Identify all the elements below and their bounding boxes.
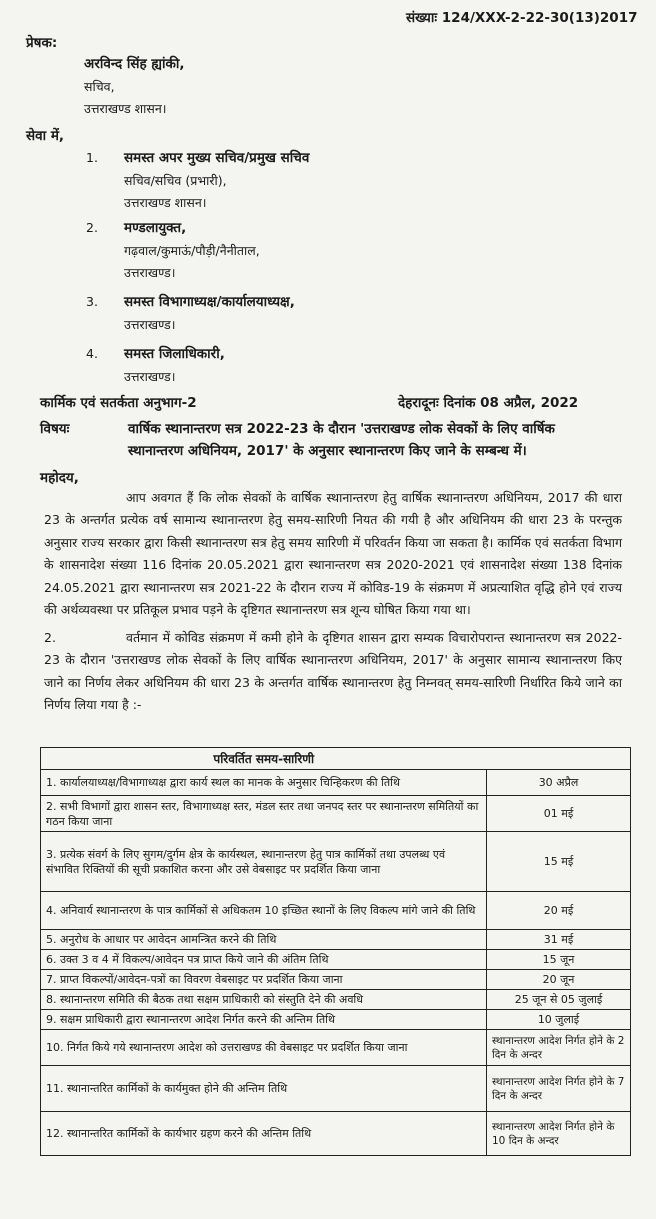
recipient-line: गढ़वाल/कुमाऊं/पौड़ी/नैनीताल, bbox=[124, 243, 260, 258]
schedule-task: 7. प्राप्त विकल्पों/आवेदन-पत्रों का विवरण वेबसाइट पर प्रदर्शित किया जाना bbox=[41, 970, 487, 990]
schedule-date: 15 मई bbox=[487, 832, 631, 892]
schedule-task: 4. अनिवार्य स्थानान्तरण के पात्र कार्मिकों से अधिकतम 10 इच्छित स्थानों के लिए विकल्प मांगे जाने की तिथि bbox=[41, 892, 487, 930]
table-row bbox=[41, 1030, 631, 1066]
letter-number: संख्याः 124/XXX-2-22-30(13)2017 bbox=[406, 10, 638, 26]
sender-name: अरविन्द सिंह ह्यांकी, bbox=[84, 56, 185, 72]
schedule-table bbox=[40, 747, 631, 1156]
schedule-date: स्थानान्तरण आदेश निर्गत होने के 7 दिन के अन्दर bbox=[487, 1066, 631, 1112]
schedule-task: 10. निर्गत किये गये स्थानान्तरण आदेश को उत्तराखण्ड की वेबसाइट पर प्रदर्शित किया जाना bbox=[41, 1030, 487, 1066]
schedule-date: स्थानान्तरण आदेश निर्गत होने के 2 दिन के अन्दर bbox=[487, 1030, 631, 1066]
recipient-line: समस्त विभागाध्यक्ष/कार्यालयाध्यक्ष, bbox=[124, 294, 295, 310]
schedule-date: 10 जुलाई bbox=[487, 1010, 631, 1030]
table-row bbox=[41, 1010, 631, 1030]
schedule-task: 11. स्थानान्तरित कार्मिकों के कार्यमुक्त होने की अन्तिम तिथि bbox=[41, 1066, 487, 1112]
recipient-line: समस्त जिलाधिकारी, bbox=[124, 346, 225, 362]
schedule-task: 3. प्रत्येक संवर्ग के लिए सुगम/दुर्गम क्षेत्र के कार्यस्थल, स्थानान्तरण हेतु पात्र कार्मिकों तथा उपलब्ध एवं संभावित रिक्तियों की सूची प्रकाशित करना और उसे वेबसाइट पर प्रदर्शित किया जाना bbox=[41, 832, 487, 892]
paragraph-2-text: वर्तमान में कोविड संक्रमण में कमी होने के दृष्टिगत शासन द्वारा सम्यक विचारोपरान्त स्थानान्तरण सत्र 2022-23 के दौरान 'उत्तराखण्ड लोक सेवकों के लिए वार्षिक स्थानान्तरण अधिनियम, 2017' के अनुसार सामान्य स्थानान्तरण किए जाने का निर्णय लेकर अधिनियम की धारा 23 के अन्तर्गत वार्षिक स्थानान्तरण हेतु निम्नवत् समय-सारिणी निर्धारित किये जाने का निर्णय लिया गया है :- bbox=[44, 630, 622, 713]
recipient-number: 4. bbox=[86, 346, 98, 361]
schedule-task: 5. अनुरोध के आधार पर आवेदन आमन्त्रित करने की तिथि bbox=[41, 930, 487, 950]
table-row bbox=[41, 832, 631, 892]
table-row bbox=[41, 796, 631, 832]
to-label: सेवा में, bbox=[26, 128, 65, 144]
sender-office: उत्तराखण्ड शासन। bbox=[84, 101, 167, 116]
paragraph-2 bbox=[44, 627, 622, 717]
table-row bbox=[41, 950, 631, 970]
schedule-task: 2. सभी विभागों द्वारा शासन स्तर, विभागाध्यक्ष स्तर, मंडल स्तर तथा जनपद स्तर पर स्थानान्तरण समितियों का गठन किया जाना bbox=[41, 796, 487, 832]
recipient-line: उत्तराखण्ड। bbox=[124, 265, 176, 280]
recipient-line: सचिव/सचिव (प्रभारी), bbox=[124, 173, 227, 188]
table-row bbox=[41, 1066, 631, 1112]
paragraph-1 bbox=[44, 487, 622, 621]
table-row bbox=[41, 770, 631, 796]
recipient-line: मण्डलायुक्त, bbox=[124, 220, 187, 236]
from-label: प्रेषक: bbox=[26, 35, 58, 51]
recipient-line: समस्त अपर मुख्य सचिव/प्रमुख सचिव bbox=[124, 150, 310, 166]
schedule-date: 15 जून bbox=[487, 950, 631, 970]
section-name: कार्मिक एवं सतर्कता अनुभाग-2 bbox=[40, 395, 197, 411]
schedule-task: 9. सक्षम प्राधिकारी द्वारा स्थानान्तरण आदेश निर्गत करने की अन्तिम तिथि bbox=[41, 1010, 487, 1030]
schedule-task: 8. स्थानान्तरण समिति की बैठक तथा सक्षम प्राधिकारी को संस्तुति देने की अवधि bbox=[41, 990, 487, 1010]
subject-line: स्थानान्तरण अधिनियम, 2017' के अनुसार स्थानान्तरण किए जाने के सम्बन्ध में। bbox=[128, 443, 527, 459]
recipient-line: उत्तराखण्ड। bbox=[124, 369, 176, 384]
schedule-task: 6. उक्त 3 व 4 में विकल्प/आवेदन पत्र प्राप्त किये जाने की अंतिम तिथि bbox=[41, 950, 487, 970]
subject-label: विषयः bbox=[40, 421, 70, 437]
paragraph-2-number: 2. bbox=[44, 630, 56, 645]
table-row bbox=[41, 970, 631, 990]
schedule-task: 12. स्थानान्तरित कार्मिकों के कार्यभार ग्रहण करने की अन्तिम तिथि bbox=[41, 1112, 487, 1156]
table-row bbox=[41, 990, 631, 1010]
table-row bbox=[41, 930, 631, 950]
schedule-date: 20 जून bbox=[487, 970, 631, 990]
subject-line: वार्षिक स्थानान्तरण सत्र 2022-23 के दौरान 'उत्तराखण्ड लोक सेवकों के लिए वार्षिक bbox=[128, 421, 555, 437]
sender-designation: सचिव, bbox=[84, 79, 115, 94]
schedule-date: 30 अप्रैल bbox=[487, 770, 631, 796]
schedule-date: 25 जून से 05 जुलाई bbox=[487, 990, 631, 1010]
recipient-line: उत्तराखण्ड। bbox=[124, 317, 176, 332]
schedule-title: परिवर्तित समय-सारिणी bbox=[41, 748, 487, 770]
place-date: देहरादूनः दिनांक 08 अप्रैल, 2022 bbox=[398, 395, 579, 411]
schedule-header-row bbox=[41, 748, 631, 770]
table-row bbox=[41, 1112, 631, 1156]
salutation: महोदय, bbox=[40, 470, 79, 486]
recipient-number: 3. bbox=[86, 294, 98, 309]
schedule-date: स्थानान्तरण आदेश निर्गत होने के 10 दिन के अन्दर bbox=[487, 1112, 631, 1156]
recipient-number: 2. bbox=[86, 220, 98, 235]
schedule-date: 31 मई bbox=[487, 930, 631, 950]
table-row bbox=[41, 892, 631, 930]
recipient-line: उत्तराखण्ड शासन। bbox=[124, 195, 207, 210]
schedule-task: 1. कार्यालयाध्यक्ष/विभागाध्यक्ष द्वारा कार्य स्थल का मानक के अनुसार चिन्हिकरण की तिथि bbox=[41, 770, 487, 796]
schedule-date: 01 मई bbox=[487, 796, 631, 832]
paragraph-1-text: आप अवगत हैं कि लोक सेवकों के वार्षिक स्थानान्तरण हेतु वार्षिक स्थानान्तरण अधिनियम, 2017 की धारा 23 के अन्तर्गत प्रत्येक वर्ष सामान्य स्थानान्तरण हेतु समय-सारिणी नियत की गयी है और अधिनियम की धारा 23 के परन्तुक अनुसार राज्य सरकार द्वारा किसी स्थानान्तरण सत्र हेतु समय सारिणी में परिवर्तन किया जा सकता है। कार्मिक एवं सतर्कता विभाग के शासनादेश संख्या 116 दिनांक 20.05.2021 द्वारा स्थानान्तरण सत्र 2020-2021 एवं शासनादेश संख्या 138 दिनांक 24.05.2021 द्वारा स्थानान्तरण सत्र 2021-22 के दौरान राज्य में कोविड-19 के संक्रमण में अप्रत्याशित वृद्धि होने एवं राज्य की अर्थव्यवस्था पर प्रतिकूल प्रभाव पड़ने के दृष्टिगत स्थानान्तरण सत्र शून्य घोषित किया गया था। bbox=[44, 490, 622, 618]
schedule-date: 20 मई bbox=[487, 892, 631, 930]
recipient-number: 1. bbox=[86, 150, 98, 165]
